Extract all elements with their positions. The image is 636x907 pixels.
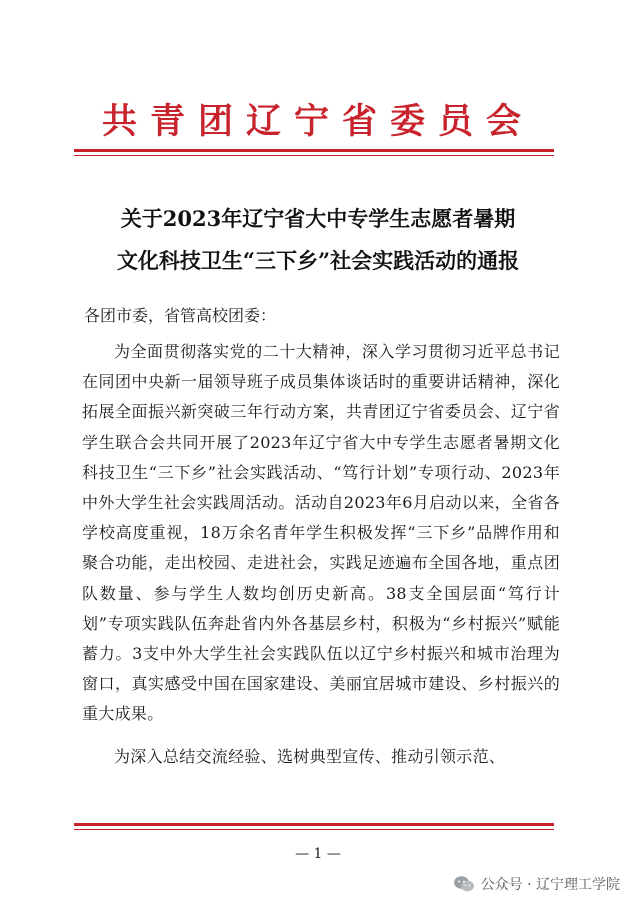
footer-divider-thick: [74, 823, 554, 826]
footer-divider-thin: [74, 829, 554, 830]
body-paragraph-2: 为深入总结交流经验、选树典型宣传、推动引领示范、: [114, 746, 506, 766]
salutation: 各团市委，省管高校团委：: [84, 306, 277, 325]
body-paragraph-1: 为全面贯彻落实党的二十大精神，深入学习贯彻习近平总书记在同团中央新一届领导班子成员集体谈话时的重要讲话精神，深化拓展全面振兴新突破三年行动方案，共青团辽宁省委员会、辽宁省学生联合会共同开展了2023年辽宁省大中专学生志愿者暑期文化科技卫生“三下乡”社会实践活动、“笃行计划”专项行动、2023年中外大学生社会实践周活动。活动自2023年6月启动以来，全省各学校高度重视，18万余名青年学生积极发挥“三下乡”品牌作用和聚合功能，走出校园、走进社会，实践足迹遍布全国各地，重点团队数量、参与学生人数均创历史新高。38支全国层面“笃行计划”专项实践队伍奔赴省内外各基层乡村，积极为“乡村振兴”赋能蓄力。3支中外大学生社会实践队伍以辽宁乡村振兴和城市治理为窗口，真实感受中国在国家建设、美丽宜居城市建设、乡村振兴的重大成果。: [82, 342, 560, 724]
document-title-line-2: 文化科技卫生“三下乡”社会实践活动的通报: [116, 248, 520, 273]
organization-header: 共青团辽宁省委员会: [101, 101, 534, 142]
document-title-line-1: 关于2023年辽宁省大中专学生志愿者暑期: [120, 206, 516, 231]
watermark-text: 公众号 · 辽宁理工学院: [480, 877, 620, 893]
page-number: — 1 —: [295, 846, 341, 862]
account-watermark: [453, 874, 620, 894]
header-divider-thick: [74, 149, 554, 152]
wechat-icon: [453, 875, 475, 893]
document-body: [82, 337, 560, 772]
header-divider-thin: [74, 155, 554, 156]
